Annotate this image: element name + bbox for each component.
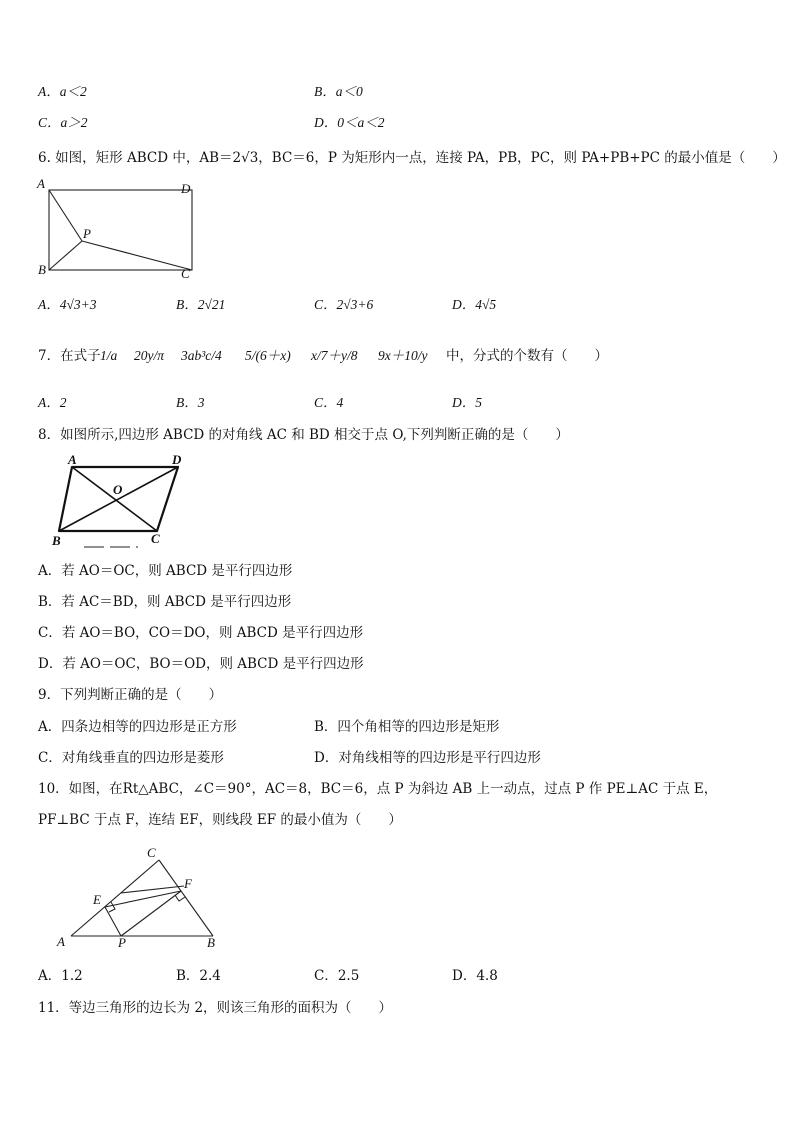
q8-option-b: B．若 AC＝BD，则 ABCD 是平行四边形 — [38, 594, 292, 610]
q7-stem-suffix: 中，分式的个数有（ ） — [446, 348, 608, 364]
q10-label-a: A — [57, 934, 65, 949]
q11-stem: 11．等边三角形的边长为 2，则该三角形的面积为（ ） — [38, 1000, 393, 1016]
q10-label-p: P — [118, 935, 126, 950]
q9-stem: 9．下列判断正确的是（ ） — [38, 687, 223, 703]
q10-stem-line2: PF⊥BC 于点 F，连结 EF，则线段 EF 的最小值为（ ） — [38, 812, 402, 828]
q10-label-c: C — [147, 845, 156, 860]
q5-option-d: D．0＜a＜2 — [314, 115, 385, 130]
q9-option-a: A．四条边相等的四边形是正方形 — [38, 719, 237, 735]
q6-option-c: C．2√3+6 — [314, 297, 374, 312]
q6-label-c: C — [181, 266, 190, 281]
q9-option-d: D．对角线相等的四边形是平行四边形 — [314, 750, 541, 766]
q6-label-a: A — [37, 176, 45, 191]
q8-label-c: C — [151, 531, 160, 546]
q8-label-o: O — [113, 482, 123, 497]
q7-expression-5: x/7＋y/8 — [311, 348, 358, 363]
q7-option-a: A．2 — [38, 395, 67, 410]
q8-option-c: C．若 AO＝BO，CO＝DO，则 ABCD 是平行四边形 — [38, 625, 364, 641]
q7-stem-prefix: 7．在式子 — [38, 348, 101, 364]
q6-option-a: A．4√3+3 — [38, 297, 97, 312]
q10-option-a: A．1.2 — [38, 968, 83, 984]
q10-stem-line1: 10．如图，在Rt△ABC，∠C＝90°，AC＝8，BC＝6，点 P 为斜边 AB 上一动点，过点 P 作 PE⊥AC 于点 E， — [38, 781, 718, 797]
q7-option-b: B．3 — [176, 395, 205, 410]
q6-option-b: B．2√21 — [176, 297, 226, 312]
q8-label-a: A — [68, 452, 77, 467]
q8-stem: 8．如图所示,四边形 ABCD 的对角线 AC 和 BD 相交于点 O,下列判断正确的是（ ） — [38, 427, 569, 443]
q6-label-d: D — [181, 181, 191, 196]
q7-option-c: C．4 — [314, 395, 344, 410]
q10-option-b: B．2.4 — [176, 968, 221, 984]
q9-option-c: C．对角线垂直的四边形是菱形 — [38, 750, 224, 766]
q6-option-d: D．4√5 — [452, 297, 497, 312]
q10-figure-triangle — [55, 843, 230, 953]
q8-option-d: D．若 AO＝OC，BO＝OD，则 ABCD 是平行四边形 — [38, 656, 364, 672]
q7-expression-2: 20y/π — [134, 348, 165, 363]
q8-label-b: B — [52, 533, 61, 548]
q7-expression-1: 1/a — [100, 348, 118, 363]
q5-option-a: A．a＜2 — [38, 84, 87, 99]
q8-option-a: A．若 AO＝OC，则 ABCD 是平行四边形 — [38, 563, 293, 579]
q10-label-e: E — [93, 892, 101, 907]
q6-figure-rectangle — [35, 178, 200, 283]
q7-expression-3: 3ab³c/4 — [181, 348, 222, 363]
q6-label-b: B — [38, 262, 46, 277]
q7-expression-4: 5/(6＋x) — [245, 348, 291, 363]
q6-stem: 6. 如图，矩形 ABCD 中，AB＝2√3，BC＝6，P 为矩形内一点，连接 PA，PB，PC，则 PA+PB+PC 的最小值是（ ） — [38, 150, 786, 166]
q10-label-b: B — [207, 935, 215, 950]
q10-option-c: C．2.5 — [314, 968, 360, 984]
q9-option-b: B．四个角相等的四边形是矩形 — [314, 719, 500, 735]
q7-option-d: D．5 — [452, 395, 482, 410]
q10-label-f: F — [184, 876, 192, 891]
q6-label-p: P — [83, 226, 91, 241]
q10-option-d: D．4.8 — [452, 968, 498, 984]
q8-figure-quadrilateral — [38, 452, 193, 550]
q8-label-d: D — [172, 452, 182, 467]
q5-option-b: B．a＜0 — [314, 84, 363, 99]
q5-option-c: C．a＞2 — [38, 115, 88, 130]
q7-expression-6: 9x＋10/y — [378, 348, 428, 363]
